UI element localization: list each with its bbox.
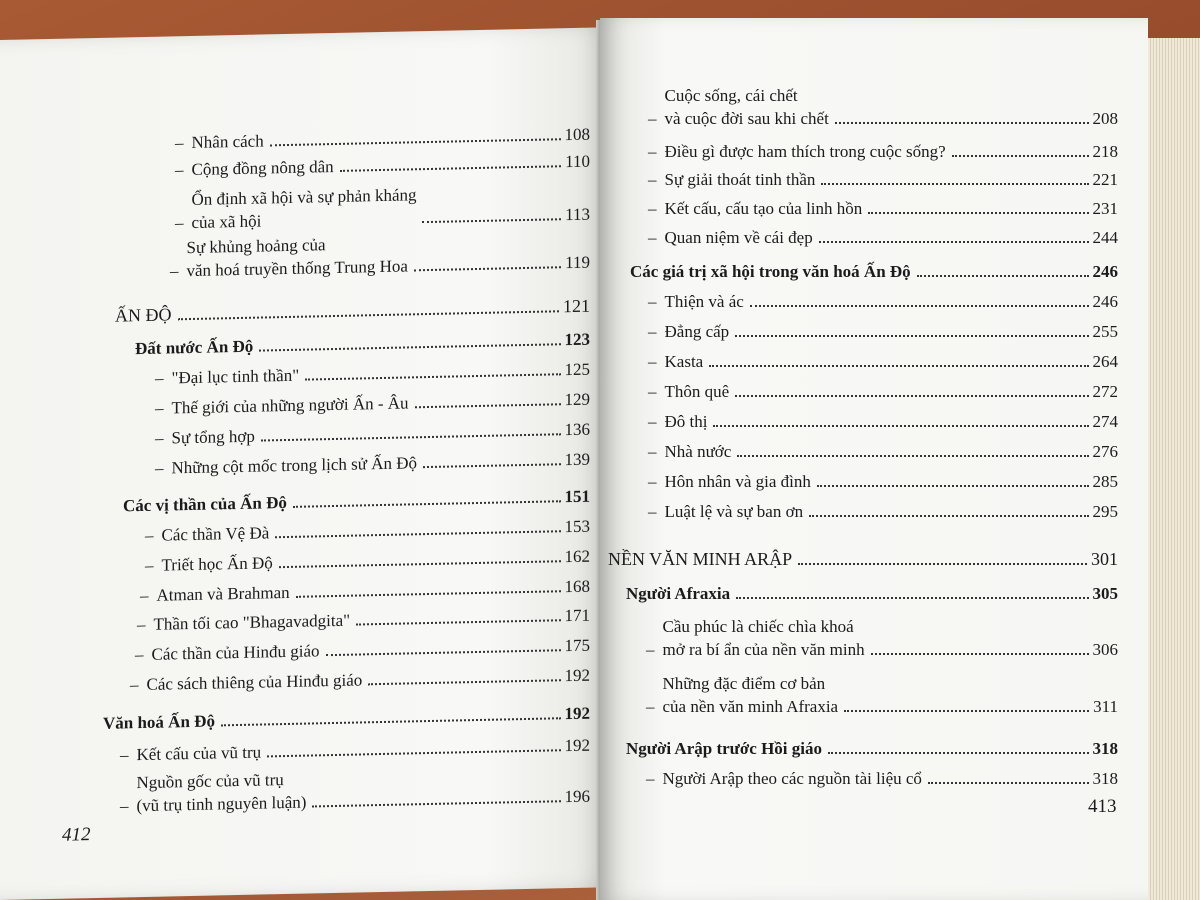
toc-entry (145, 515, 590, 547)
toc-leader (414, 266, 561, 271)
toc-entry (135, 634, 590, 667)
toc-page-number: 244 (1092, 228, 1118, 247)
toc-dash: – (648, 322, 657, 341)
right-page-number: 413 (1088, 796, 1117, 817)
toc-page-number: 119 (565, 252, 590, 273)
toc-leader (279, 560, 561, 568)
toc-leader (735, 395, 1088, 397)
toc-dash: – (155, 368, 164, 388)
toc-page-number: 192 (564, 665, 590, 686)
toc-dash: – (145, 555, 154, 575)
toc-title: Thôn quê (664, 382, 730, 401)
toc-dash: – (648, 352, 657, 371)
toc-title: Những đặc điểm cơ bản của nền văn minh Afraxia (662, 674, 839, 716)
toc-page-number: 295 (1092, 502, 1118, 521)
toc-title: Văn hoá Ấn Độ (103, 711, 215, 733)
toc-leader (293, 500, 561, 508)
toc-title: Nhân cách (191, 131, 264, 152)
toc-title: Kết cấu của vũ trụ (136, 742, 262, 765)
toc-entry (155, 358, 590, 390)
toc-page-number: 113 (565, 204, 590, 225)
toc-page-number: 285 (1092, 472, 1118, 491)
toc-entry (120, 762, 590, 818)
toc-page-number: 168 (564, 576, 590, 597)
toc-entry (608, 548, 1118, 571)
toc-title: Người Arập trước Hồi giáo (626, 739, 822, 758)
left-toc (95, 90, 590, 816)
toc-leader (423, 463, 560, 468)
left-page-number: 412 (62, 824, 91, 846)
toc-title: Nhà nước (664, 442, 732, 461)
toc-page-number: 110 (565, 151, 590, 172)
toc-dash: – (145, 525, 154, 545)
toc-leader (713, 425, 1088, 427)
toc-title: Cầu phúc là chiếc chìa khoá mở ra bí ẩn của nền văn minh (662, 617, 865, 659)
toc-page-number: 301 (1091, 549, 1118, 569)
toc-entry (626, 737, 1118, 760)
toc-leader (312, 800, 560, 807)
right-page (600, 18, 1148, 900)
toc-leader (952, 155, 1089, 157)
toc-dash: – (155, 398, 164, 418)
toc-title: Triết học Ấn Độ (161, 553, 273, 575)
toc-page-number: 196 (564, 786, 590, 807)
toc-entry (648, 168, 1118, 191)
toc-title: Đô thị (664, 412, 708, 431)
toc-dash: – (155, 428, 164, 448)
toc-title: Nguồn gốc của vũ trụ (vũ trụ tinh nguyên luận) (136, 770, 307, 816)
toc-leader (735, 335, 1088, 337)
toc-page-number: 311 (1093, 697, 1118, 716)
toc-page-number: 264 (1092, 352, 1118, 371)
toc-title: Sự tổng hợp (171, 426, 255, 448)
toc-leader (368, 679, 560, 685)
toc-title: Các sách thiêng của Hinđu giáo (146, 670, 363, 694)
toc-title: "Đại lục tinh thần" (171, 365, 300, 388)
toc-entry (175, 150, 590, 182)
toc-leader (709, 365, 1088, 367)
toc-leader (817, 485, 1089, 487)
toc-dash: – (135, 644, 144, 665)
toc-page-number: 151 (564, 486, 590, 507)
toc-dash: – (648, 199, 657, 218)
toc-dash: – (648, 502, 657, 521)
toc-leader (267, 749, 560, 757)
toc-page-number: 318 (1092, 769, 1118, 788)
toc-title: NỀN VĂN MINH ARẬP (608, 549, 793, 569)
toc-title: Các vị thần của Ấn Độ (123, 492, 287, 516)
toc-leader (750, 305, 1089, 307)
toc-dash: – (648, 228, 657, 247)
toc-leader (305, 373, 560, 380)
toc-leader (737, 455, 1088, 457)
left-page (0, 27, 608, 900)
toc-dash: – (137, 614, 146, 635)
toc-leader (415, 403, 561, 408)
toc-title: Các thần Vệ Đà (161, 523, 270, 545)
toc-leader (296, 590, 561, 598)
toc-leader (356, 619, 560, 625)
toc-dash: – (175, 160, 184, 180)
toc-title: Thế giới của những người Ấn - Âu (171, 393, 409, 418)
toc-dash: – (648, 472, 657, 491)
toc-page-number: 192 (564, 735, 590, 756)
toc-title: Hôn nhân và gia đình (664, 472, 811, 491)
toc-page-number: 108 (564, 124, 590, 145)
toc-title: Người Afraxia (626, 584, 731, 603)
toc-leader (326, 649, 561, 656)
toc-leader (835, 122, 1089, 124)
toc-page-number: 171 (564, 605, 590, 626)
toc-leader (221, 717, 561, 726)
toc-page-number: 136 (564, 419, 590, 440)
toc-entry (648, 140, 1118, 163)
toc-leader (868, 212, 1088, 214)
toc-title: Kết cấu, cấu tạo của linh hồn (664, 199, 863, 218)
toc-title: Atman và Brahman (156, 582, 290, 605)
toc-entry (155, 418, 590, 450)
toc-page-number: 221 (1092, 170, 1118, 189)
toc-dash: – (648, 442, 657, 461)
toc-dash: – (140, 585, 149, 606)
toc-leader (871, 653, 1089, 655)
toc-page-number: 125 (564, 359, 590, 380)
toc-page-number: 272 (1092, 382, 1118, 401)
toc-dash: – (175, 133, 184, 153)
toc-entry (103, 702, 590, 735)
toc-dash: – (648, 292, 657, 311)
toc-entry (626, 582, 1118, 605)
toc-page-number: 274 (1092, 412, 1118, 431)
toc-leader (821, 183, 1088, 185)
toc-leader (798, 563, 1087, 565)
toc-page-number: 318 (1092, 739, 1118, 758)
toc-entry (115, 295, 590, 328)
toc-entry (120, 734, 590, 767)
toc-entry (155, 448, 590, 480)
toc-page-number: 129 (564, 389, 590, 410)
toc-entry (648, 470, 1118, 493)
toc-title: Luật lệ và sự ban ơn (664, 502, 804, 521)
toc-entry (135, 328, 590, 361)
toc-title: Sự khủng hoảng của văn hoá truyền thống Trung Hoa (186, 235, 408, 281)
toc-page-number: 162 (564, 546, 590, 567)
toc-page-number: 121 (563, 295, 590, 317)
toc-title: Cuộc sống, cái chết và cuộc đời sau khi chết (664, 86, 829, 128)
toc-leader (275, 530, 560, 538)
toc-entry (630, 260, 1118, 283)
toc-leader (928, 782, 1089, 784)
toc-entry (155, 388, 590, 420)
toc-title: Điều gì được ham thích trong cuộc sống? (664, 142, 946, 161)
toc-page-number: 175 (564, 635, 590, 656)
toc-title: Quan niệm về cái đẹp (664, 228, 813, 247)
toc-title: Cộng đồng nông dân (191, 157, 334, 179)
toc-title: Đẳng cấp (664, 322, 730, 341)
toc-title: Đất nước Ấn Độ (135, 336, 254, 359)
toc-dash: – (130, 675, 139, 695)
toc-leader (340, 165, 561, 172)
toc-entry (648, 197, 1118, 220)
toc-page-number: 276 (1092, 442, 1118, 461)
toc-page-number: 218 (1092, 142, 1118, 161)
toc-dash: – (120, 796, 129, 816)
toc-page-number: 153 (564, 516, 590, 537)
toc-leader (844, 710, 1089, 712)
toc-entry (175, 180, 590, 235)
toc-entry (648, 380, 1118, 403)
toc-dash: – (170, 261, 179, 281)
toc-entry (140, 575, 590, 607)
toc-leader (259, 343, 560, 351)
toc-title: Kasta (664, 352, 704, 371)
toc-page-number: 192 (564, 703, 590, 724)
toc-dash: – (155, 458, 164, 478)
toc-entry (648, 410, 1118, 433)
toc-entry (646, 672, 1118, 718)
toc-page-number: 246 (1092, 292, 1118, 311)
toc-entry (145, 545, 590, 577)
toc-dash: – (648, 412, 657, 431)
toc-title: Những cột mốc trong lịch sử Ấn Độ (171, 453, 418, 478)
toc-entry (646, 615, 1118, 661)
toc-entry (648, 84, 1118, 130)
toc-leader (261, 433, 561, 441)
toc-page-number: 123 (564, 329, 590, 350)
toc-entry (170, 228, 590, 283)
toc-title: ẤN ĐỘ (115, 304, 172, 326)
toc-leader (819, 241, 1089, 243)
toc-page-number: 208 (1092, 109, 1118, 128)
toc-title: Các thần của Hinđu giáo (151, 641, 320, 664)
toc-entry (123, 485, 590, 518)
toc-title: Thần tối cao "Bhagavadgita" (153, 610, 351, 634)
toc-entry (648, 320, 1118, 343)
toc-entry (175, 123, 590, 155)
toc-entry (130, 664, 590, 697)
toc-leader (809, 515, 1088, 517)
toc-entry (648, 500, 1118, 523)
toc-leader (828, 752, 1089, 754)
toc-page-number: 255 (1092, 322, 1118, 341)
toc-leader (422, 218, 561, 223)
toc-dash: – (646, 697, 655, 716)
toc-dash: – (646, 640, 655, 659)
toc-entry (646, 767, 1118, 790)
toc-entry (137, 604, 590, 636)
toc-title: Ổn định xã hội và sự phản kháng của xã hội (191, 185, 417, 232)
toc-dash: – (120, 745, 129, 765)
toc-entry (648, 350, 1118, 373)
toc-dash: – (646, 769, 655, 788)
toc-page-number: 246 (1092, 262, 1118, 281)
toc-leader (736, 597, 1088, 599)
toc-page-number: 231 (1092, 199, 1118, 218)
toc-dash: – (175, 213, 184, 233)
toc-dash: – (648, 382, 657, 401)
toc-title: Thiện và ác (664, 292, 744, 311)
toc-leader (270, 138, 561, 146)
toc-leader (917, 275, 1089, 277)
toc-entry (648, 226, 1118, 249)
toc-title: Các giá trị xã hội trong văn hoá Ấn Độ (630, 262, 911, 281)
toc-leader (178, 310, 560, 320)
toc-dash: – (648, 142, 657, 161)
toc-page-number: 139 (564, 449, 590, 470)
toc-entry (648, 290, 1118, 313)
toc-dash: – (648, 109, 657, 128)
toc-title: Sự giải thoát tinh thần (664, 170, 816, 189)
toc-title: Người Arập theo các nguồn tài liệu cổ (662, 769, 922, 788)
toc-entry (648, 440, 1118, 463)
toc-page-number: 305 (1092, 584, 1118, 603)
toc-dash: – (648, 170, 657, 189)
toc-page-number: 306 (1092, 640, 1118, 659)
